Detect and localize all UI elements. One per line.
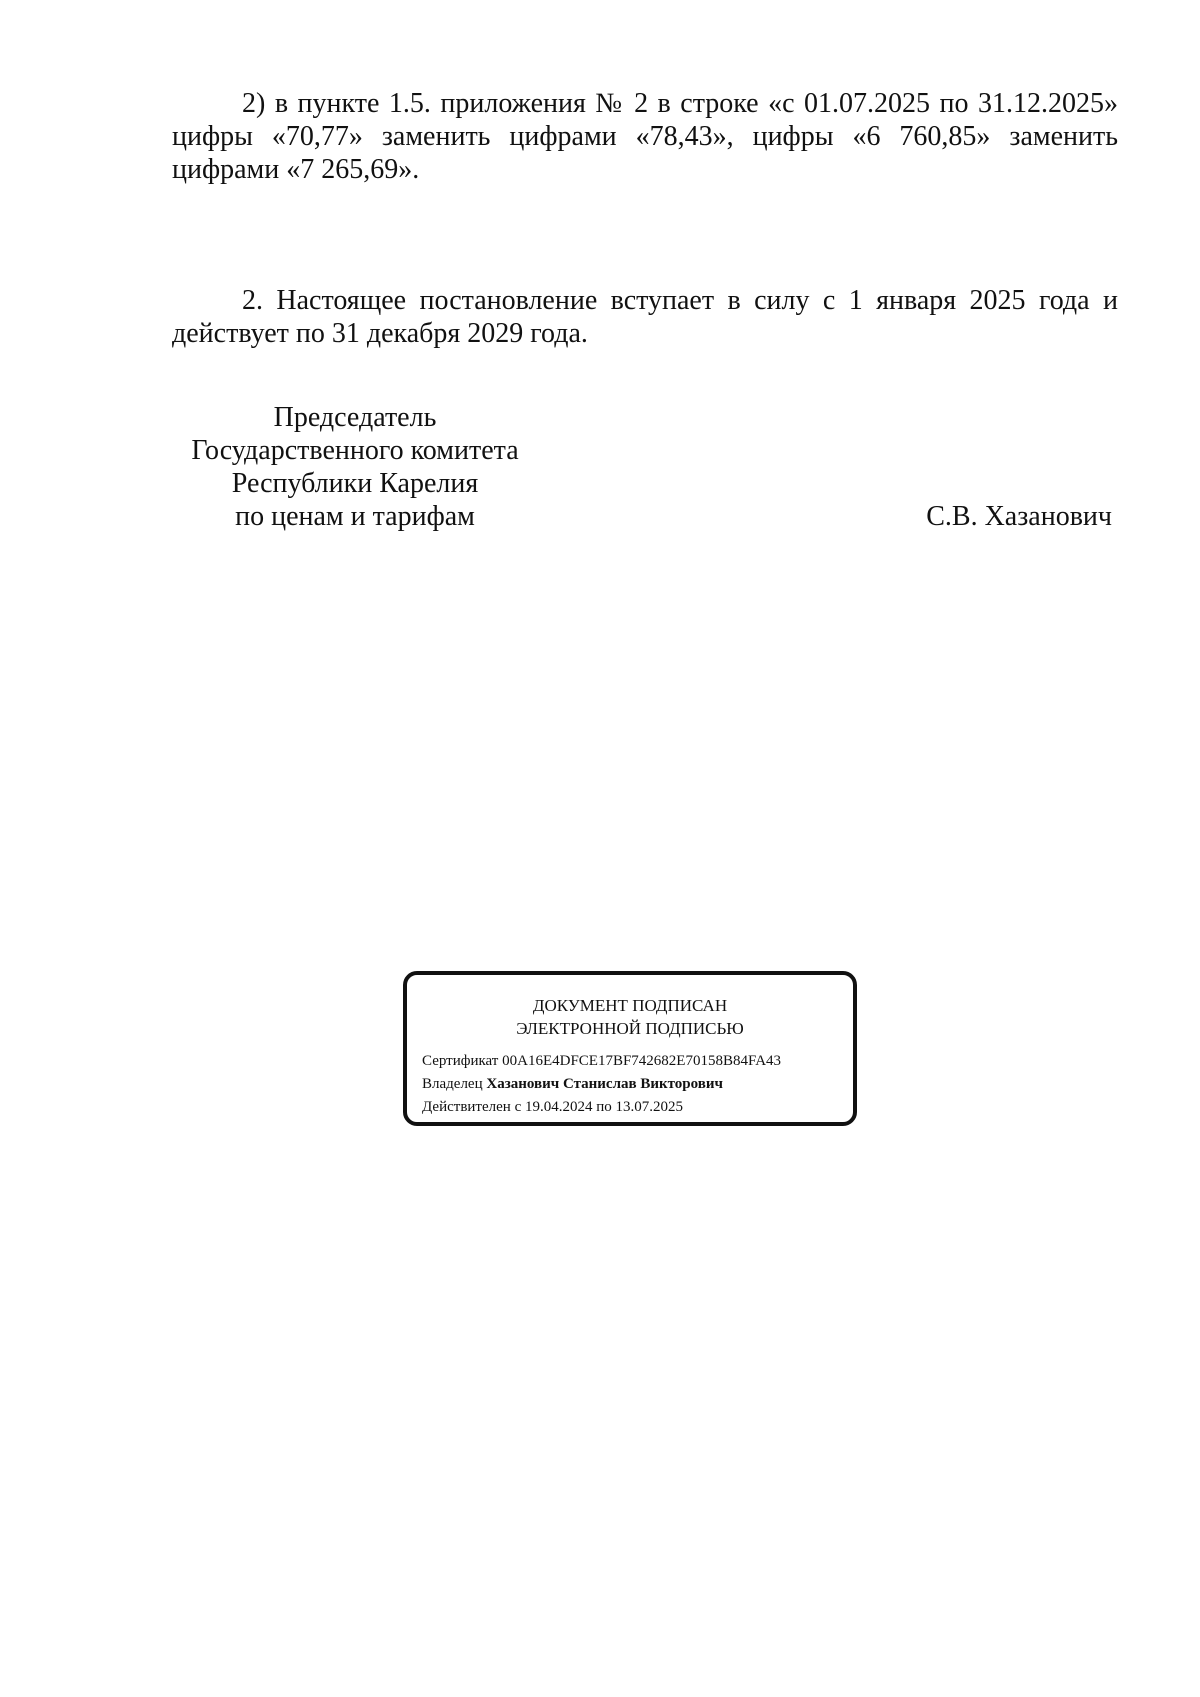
certificate-value: 00A16E4DFCE17BF742682E70158B84FA43: [502, 1053, 782, 1069]
position-line: по ценам и тарифам: [235, 501, 475, 532]
stamp-title-line: ДОКУМЕНТ ПОДПИСАН: [532, 996, 728, 1015]
position-line: Республики Карелия: [231, 468, 479, 499]
valid-to-label: по: [596, 1099, 612, 1115]
amendment-paragraph: 2) в пункте 1.5. приложения № 2 в строке «с 01.07.2025 по 31.12.2025» цифры «70,77» заменить цифрами «78,43», цифры «6 760,85» заменить цифрами «7 265,69».: [172, 88, 1118, 185]
signatory-position: [170, 401, 540, 533]
certificate-row: [422, 1050, 853, 1073]
valid-from-label: с: [514, 1099, 522, 1115]
electronic-signature-stamp: [403, 971, 857, 1126]
stamp-details: [407, 1050, 853, 1119]
validity-label: Действителен: [422, 1099, 511, 1115]
position-line: Председатель: [273, 402, 437, 433]
certificate-label: Сертификат: [422, 1053, 499, 1069]
owner-value: Хазанович Станислав Викторович: [486, 1076, 723, 1092]
owner-row: [422, 1073, 853, 1096]
stamp-title: [407, 994, 853, 1040]
valid-to-date: 13.07.2025: [615, 1099, 684, 1115]
signer-name: С.В. Хазанович: [926, 501, 1112, 532]
valid-from-date: 19.04.2024: [524, 1099, 593, 1115]
validity-row: [422, 1096, 853, 1119]
effective-date-paragraph: 2. Настоящее постановление вступает в силу с 1 января 2025 года и действует по 31 декабря 2029 года.: [172, 285, 1118, 349]
owner-label: Владелец: [422, 1076, 483, 1092]
stamp-title-line: ЭЛЕКТРОННОЙ ПОДПИСЬЮ: [516, 1019, 744, 1038]
position-line: Государственного комитета: [191, 435, 519, 466]
